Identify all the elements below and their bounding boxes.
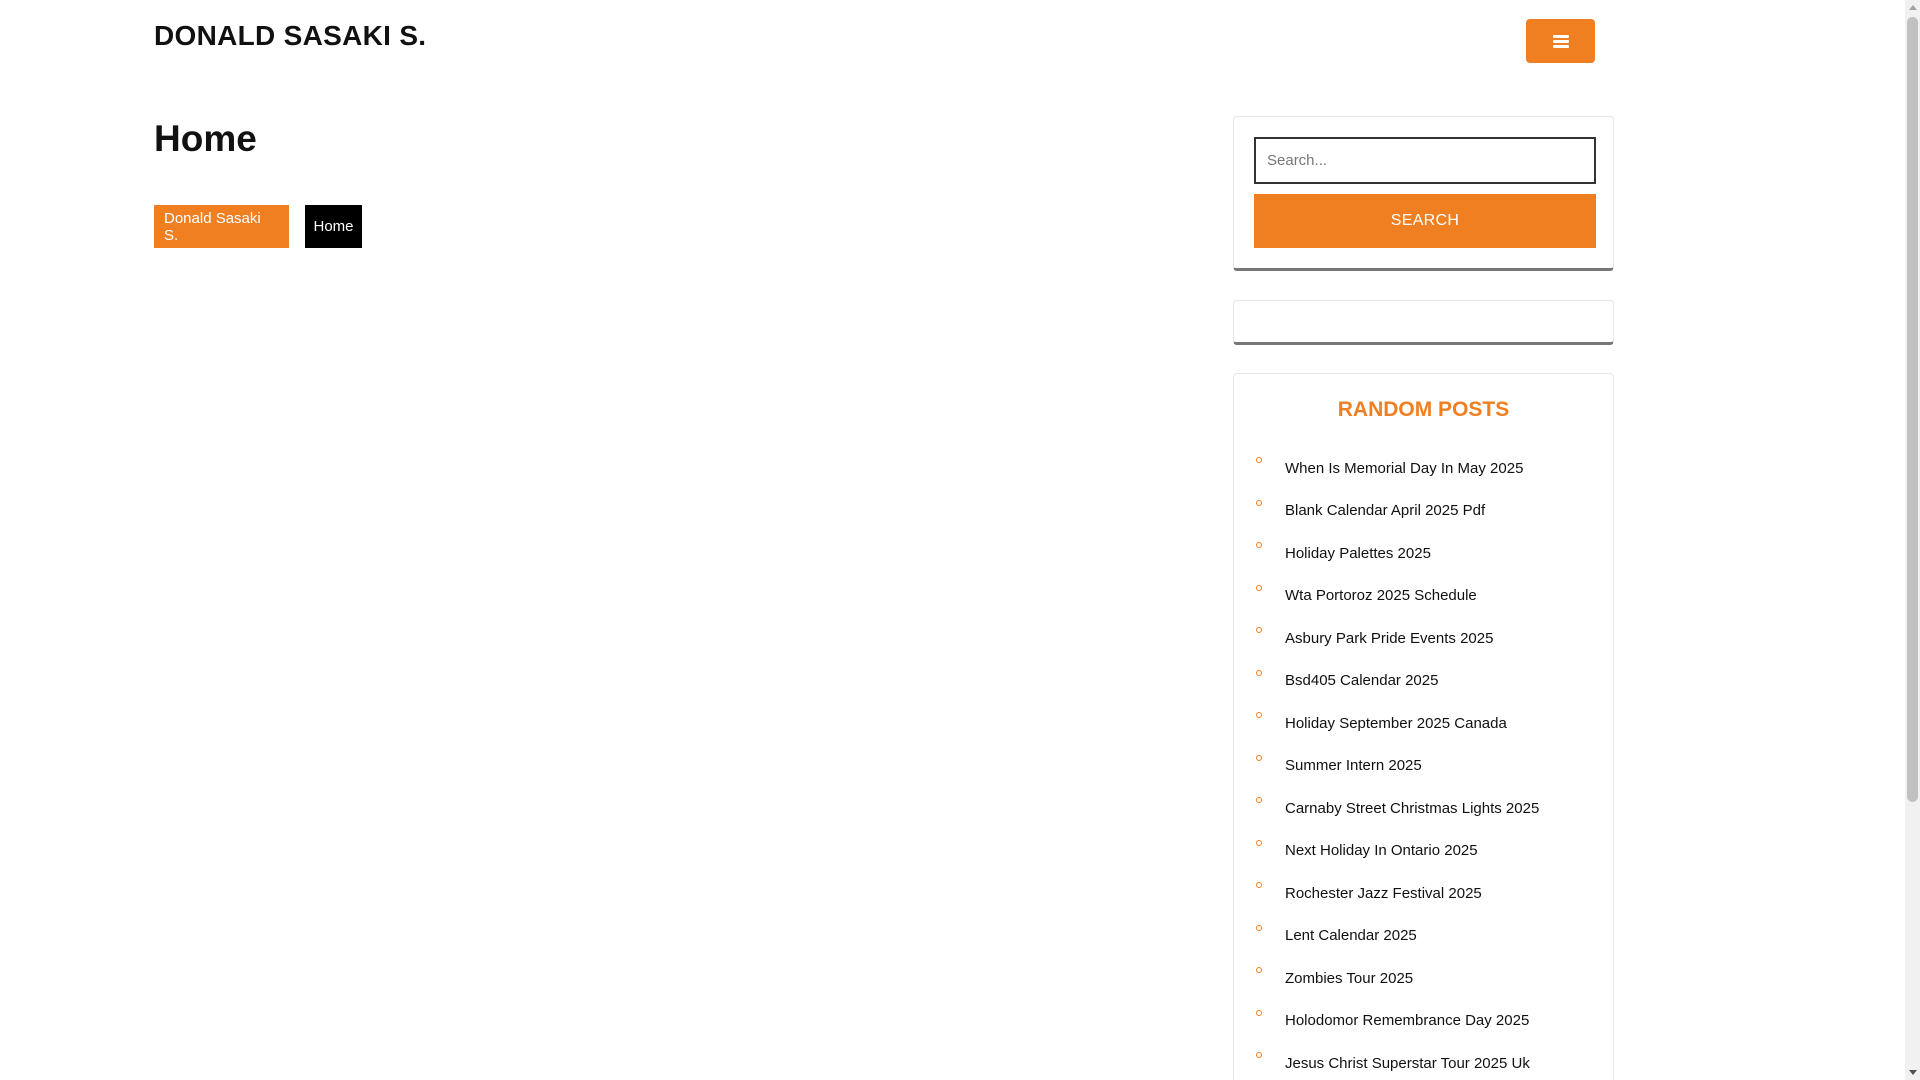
random-post-link[interactable]: Carnaby Street Christmas Lights 2025 <box>1285 799 1540 817</box>
random-post-link[interactable]: Jesus Christ Superstar Tour 2025 Uk <box>1285 1054 1530 1072</box>
random-post-link[interactable]: Lent Calendar 2025 <box>1285 927 1417 945</box>
site-title-link[interactable]: DONALD SASAKI S. <box>154 20 427 51</box>
circle-bullet-icon <box>1256 882 1262 888</box>
list-item <box>1254 532 1596 575</box>
random-post-link[interactable]: Asbury Park Pride Events 2025 <box>1285 629 1494 647</box>
circle-bullet-icon <box>1256 670 1262 676</box>
circle-bullet-icon <box>1256 627 1262 633</box>
circle-bullet-icon <box>1256 1010 1262 1016</box>
list-item <box>1254 872 1596 915</box>
scroll-up-arrow-icon[interactable] <box>1909 5 1917 10</box>
hamburger-menu-icon <box>1553 35 1569 48</box>
circle-bullet-icon <box>1256 1052 1262 1058</box>
list-item <box>1254 702 1596 745</box>
random-post-link[interactable]: Next Holiday In Ontario 2025 <box>1285 842 1478 860</box>
random-post-link[interactable]: Holiday Palettes 2025 <box>1285 544 1431 562</box>
list-item <box>1254 490 1596 533</box>
random-post-link[interactable]: Rochester Jazz Festival 2025 <box>1285 884 1482 902</box>
random-post-link[interactable]: Holiday September 2025 Canada <box>1285 714 1507 732</box>
scrollbar-thumb[interactable] <box>1907 17 1918 802</box>
breadcrumb <box>154 205 362 248</box>
list-item <box>1254 1000 1596 1043</box>
list-item <box>1254 447 1596 490</box>
random-post-link[interactable]: Bsd405 Calendar 2025 <box>1285 672 1439 690</box>
search-input[interactable] <box>1254 137 1596 184</box>
list-item <box>1254 617 1596 660</box>
circle-bullet-icon <box>1256 755 1262 761</box>
random-post-link[interactable]: Blank Calendar April 2025 Pdf <box>1285 502 1486 520</box>
circle-bullet-icon <box>1256 712 1262 718</box>
random-posts-list <box>1254 447 1596 1080</box>
list-item <box>1254 787 1596 830</box>
random-post-link[interactable]: Holodomor Remembrance Day 2025 <box>1285 1012 1530 1030</box>
circle-bullet-icon <box>1256 925 1262 931</box>
random-post-link[interactable]: When Is Memorial Day In May 2025 <box>1285 459 1524 477</box>
circle-bullet-icon <box>1256 967 1262 973</box>
random-post-link[interactable]: Wta Portoroz 2025 Schedule <box>1285 587 1477 605</box>
circle-bullet-icon <box>1256 457 1262 463</box>
circle-bullet-icon <box>1256 542 1262 548</box>
list-item <box>1254 745 1596 788</box>
search-button[interactable]: SEARCH <box>1254 194 1596 248</box>
circle-bullet-icon <box>1256 797 1262 803</box>
random-post-link[interactable]: Zombies Tour 2025 <box>1285 969 1414 987</box>
list-item <box>1254 957 1596 1000</box>
list-item <box>1254 1042 1596 1080</box>
list-item <box>1254 830 1596 873</box>
scroll-down-arrow-icon[interactable] <box>1909 1070 1917 1075</box>
breadcrumb-current: Home <box>305 205 362 248</box>
list-item <box>1254 915 1596 958</box>
breadcrumb-home-link[interactable]: Donald Sasaki S. <box>154 205 289 248</box>
page-title: Home <box>154 118 257 159</box>
empty-widget <box>1233 300 1614 345</box>
circle-bullet-icon <box>1256 585 1262 591</box>
vertical-scrollbar[interactable] <box>1905 0 1920 1080</box>
list-item <box>1254 575 1596 618</box>
circle-bullet-icon <box>1256 500 1262 506</box>
circle-bullet-icon <box>1256 840 1262 846</box>
random-posts-widget <box>1233 373 1614 1080</box>
random-post-link[interactable]: Summer Intern 2025 <box>1285 757 1422 775</box>
search-widget <box>1233 116 1614 271</box>
menu-toggle-button[interactable] <box>1526 19 1595 63</box>
list-item <box>1254 660 1596 703</box>
random-posts-title: RANDOM POSTS <box>1337 398 1510 421</box>
